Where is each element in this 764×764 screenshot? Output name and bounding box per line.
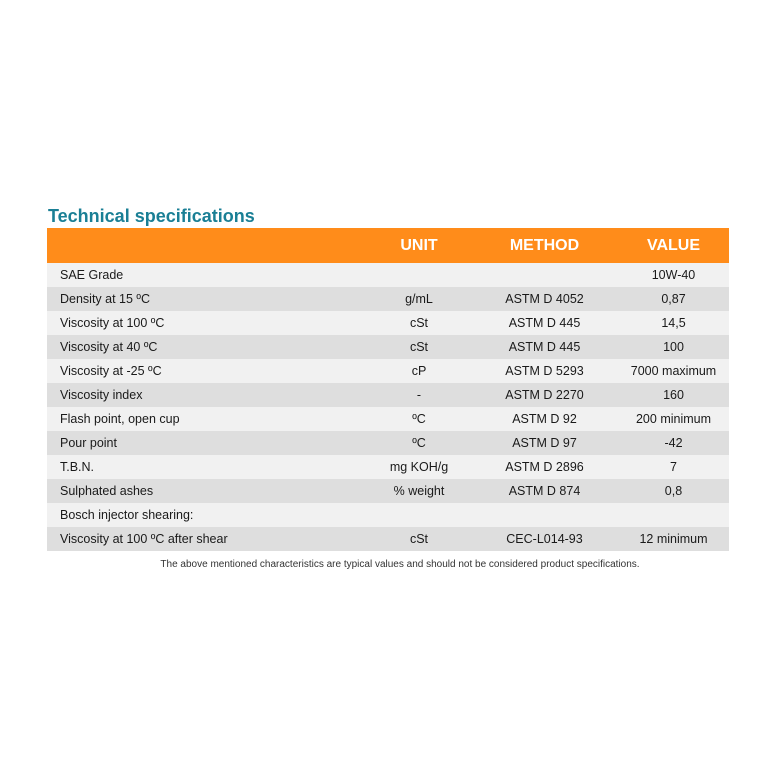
- header-parameter: [47, 228, 367, 263]
- row-value: 12 minimum: [618, 527, 729, 551]
- row-method: ASTM D 445: [471, 311, 618, 335]
- row-parameter: Pour point: [47, 431, 367, 455]
- row-value: -42: [618, 431, 729, 455]
- row-method: ASTM D 97: [471, 431, 618, 455]
- row-method: ASTM D 445: [471, 335, 618, 359]
- row-method: ASTM D 2270: [471, 383, 618, 407]
- row-unit: cSt: [367, 335, 471, 359]
- row-parameter: Density at 15 ºC: [47, 287, 367, 311]
- row-value: 160: [618, 383, 729, 407]
- table-row: [47, 287, 729, 311]
- row-unit: ºC: [367, 431, 471, 455]
- row-method: ASTM D 2896: [471, 455, 618, 479]
- row-unit: [367, 503, 471, 527]
- table-row: [47, 263, 729, 287]
- row-value: 7: [618, 455, 729, 479]
- row-unit: mg KOH/g: [367, 455, 471, 479]
- row-value: 0,8: [618, 479, 729, 503]
- table-row: [47, 503, 729, 527]
- row-parameter: Viscosity at 40 ºC: [47, 335, 367, 359]
- table-row: [47, 383, 729, 407]
- row-method: ASTM D 874: [471, 479, 618, 503]
- row-unit: -: [367, 383, 471, 407]
- table-row: [47, 335, 729, 359]
- row-value: 0,87: [618, 287, 729, 311]
- row-method: [471, 263, 618, 287]
- row-value: 7000 maximum: [618, 359, 729, 383]
- row-value: 14,5: [618, 311, 729, 335]
- row-parameter: Viscosity at 100 ºC: [47, 311, 367, 335]
- row-parameter: Bosch injector shearing:: [47, 503, 367, 527]
- row-method: CEC-L014-93: [471, 527, 618, 551]
- footnote: The above mentioned characteristics are typical values and should not be considered product specifications.: [160, 559, 640, 570]
- row-parameter: Sulphated ashes: [47, 479, 367, 503]
- row-unit: ºC: [367, 407, 471, 431]
- row-unit: cP: [367, 359, 471, 383]
- row-parameter: T.B.N.: [47, 455, 367, 479]
- row-unit: % weight: [367, 479, 471, 503]
- row-value: 100: [618, 335, 729, 359]
- table-row: [47, 359, 729, 383]
- row-unit: cSt: [367, 527, 471, 551]
- header-value: VALUE: [618, 228, 729, 263]
- row-method: ASTM D 4052: [471, 287, 618, 311]
- row-parameter: Viscosity at -25 ºC: [47, 359, 367, 383]
- row-unit: [367, 263, 471, 287]
- table-row: [47, 455, 729, 479]
- table-row: [47, 407, 729, 431]
- header-method: METHOD: [471, 228, 618, 263]
- row-unit: g/mL: [367, 287, 471, 311]
- row-method: ASTM D 5293: [471, 359, 618, 383]
- table-row: [47, 311, 729, 335]
- row-value: [618, 503, 729, 527]
- row-parameter: Viscosity at 100 ºC after shear: [47, 527, 367, 551]
- spec-table: [47, 228, 729, 551]
- row-method: ASTM D 92: [471, 407, 618, 431]
- row-parameter: Viscosity index: [47, 383, 367, 407]
- header-unit: UNIT: [367, 228, 471, 263]
- table-header-row: [47, 228, 729, 263]
- table-row: [47, 527, 729, 551]
- row-unit: cSt: [367, 311, 471, 335]
- row-value: 200 minimum: [618, 407, 729, 431]
- table-row: [47, 479, 729, 503]
- row-value: 10W-40: [618, 263, 729, 287]
- table-row: [47, 431, 729, 455]
- row-parameter: SAE Grade: [47, 263, 367, 287]
- section-title: Technical specifications: [48, 206, 255, 226]
- row-parameter: Flash point, open cup: [47, 407, 367, 431]
- row-method: [471, 503, 618, 527]
